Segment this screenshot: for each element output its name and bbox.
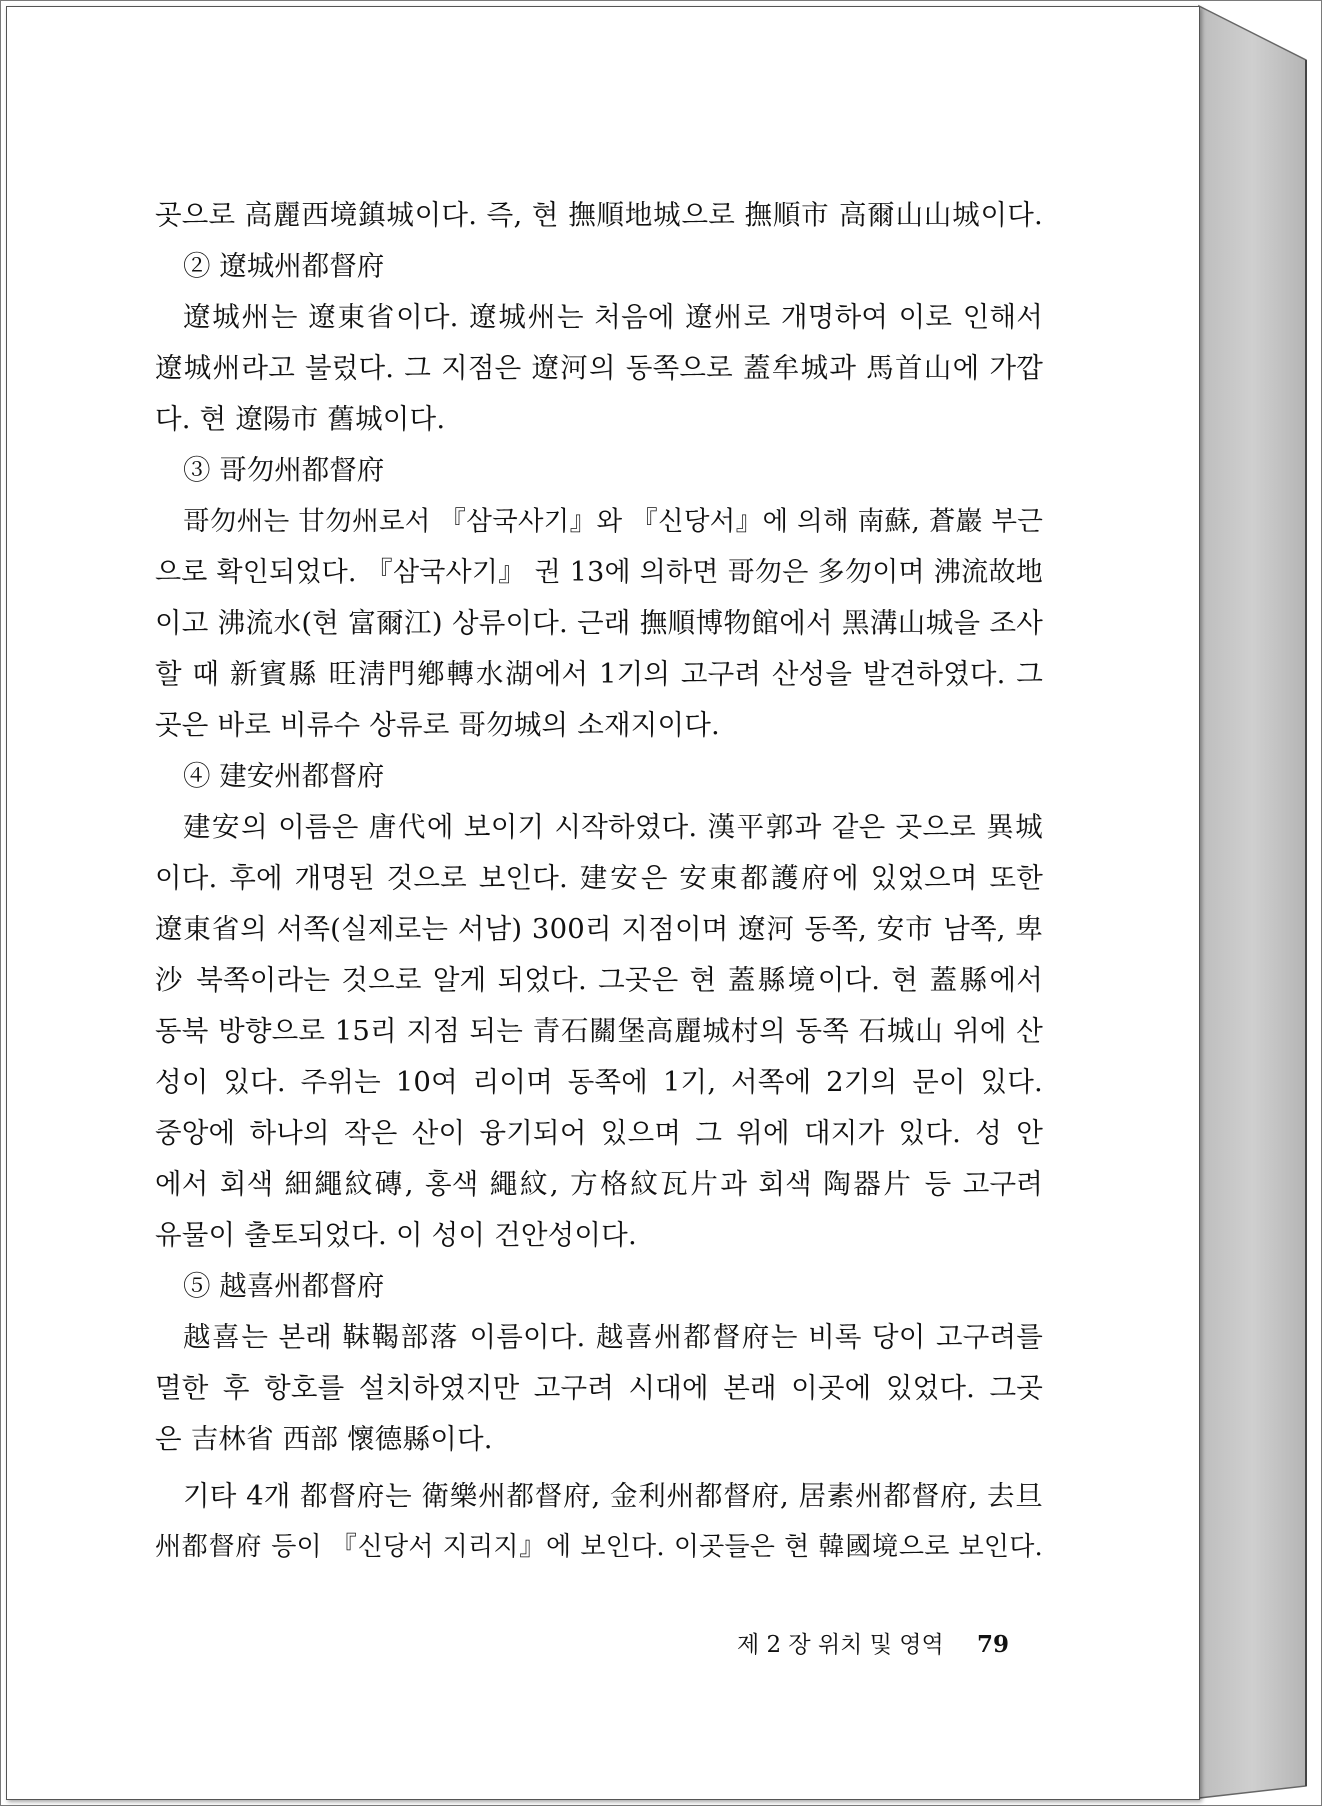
section-heading-4: ④ 建安州都督府 <box>183 760 385 792</box>
text-line: 遼城州는 遼東省이다. 遼城州는 처음에 遼州로 개명하여 이로 인해서 <box>183 301 1043 333</box>
text-line: 멸한 후 항호를 설치하였지만 고구려 시대에 본래 이곳에 있었다. 그곳 <box>155 1372 1043 1404</box>
text-line: 다. 현 遼陽市 舊城이다. <box>155 403 446 435</box>
section-heading-2: ② 遼城州都督府 <box>183 250 385 282</box>
text-line: 이다. 후에 개명된 것으로 보인다. 建安은 安東都護府에 있었으며 또한 <box>155 862 1043 894</box>
text-line: 동북 방향으로 15리 지점 되는 青石關堡高麗城村의 동쪽 石城山 위에 산 <box>155 1015 1043 1047</box>
text-line: 기타 4개 都督府는 衛樂州都督府, 金利州都督府, 居素州都督府, 去旦 <box>183 1480 1043 1512</box>
text-line: 遼城州라고 불렀다. 그 지점은 遼河의 동쪽으로 蓋牟城과 馬首山에 가깝 <box>155 352 1043 384</box>
text-line: 할 때 新賓縣 旺淸門鄕轉水湖에서 1기의 고구려 산성을 발견하였다. 그 <box>155 658 1043 690</box>
section-heading-5: ⑤ 越喜州都督府 <box>183 1270 385 1302</box>
text-line: 중앙에 하나의 작은 산이 융기되어 있으며 그 위에 대지가 있다. 성 안 <box>155 1117 1043 1149</box>
section-heading-3: ③ 哥勿州都督府 <box>183 454 385 486</box>
text-line: 이고 沸流水(현 富爾江) 상류이다. 근래 撫順博物館에서 黑溝山城을 조사 <box>155 607 1043 639</box>
chapter-title: 제 2 장 위치 및 영역 <box>736 1632 944 1658</box>
text-line: 성이 있다. 주위는 10여 리이며 동쪽에 1기, 서쪽에 2기의 문이 있다. <box>155 1066 1043 1098</box>
text-line: 沙 북쪽이라는 것으로 알게 되었다. 그곳은 현 蓋縣境이다. 현 蓋縣에서 <box>155 964 1043 996</box>
text-line: 에서 회색 細繩紋磚, 홍색 繩紋, 方格紋瓦片과 회색 陶器片 등 고구려 <box>155 1168 1043 1200</box>
text-line: 哥勿州는 甘勿州로서 『삼국사기』와 『신당서』에 의해 南蘇, 蒼巖 부근 <box>183 506 1043 537</box>
page-body <box>155 190 1043 1573</box>
text-line: 州都督府 등이 『신당서 지리지』에 보인다. 이곳들은 현 韓國境으로 보인다. <box>155 1532 1043 1562</box>
text-line: 곳으로 高麗西境鎮城이다. 즉, 현 撫順地城으로 撫順市 高爾山山城이다. <box>155 199 1043 231</box>
page-number: 79 <box>976 1631 1009 1658</box>
text-line: 곳은 바로 비류수 상류로 哥勿城의 소재지이다. <box>155 709 720 741</box>
text-line: 建安의 이름은 唐代에 보이기 시작하였다. 漢平郭과 같은 곳으로 異城 <box>183 811 1043 843</box>
text-line: 越喜는 본래 靺鞨部落 이름이다. 越喜州都督府는 비록 당이 고구려를 <box>183 1321 1043 1353</box>
text-line: 으로 확인되었다. 『삼국사기』 권 13에 의하면 哥勿은 多勿이며 沸流故地 <box>155 557 1043 588</box>
text-line: 은 吉林省 西部 懷德縣이다. <box>155 1423 493 1455</box>
running-footer <box>737 1626 1009 1659</box>
text-line: 유물이 출토되었다. 이 성이 건안성이다. <box>155 1219 637 1251</box>
text-line: 遼東省의 서쪽(실제로는 서남) 300리 지점이며 遼河 동쪽, 安市 남쪽, 卑 <box>155 913 1043 945</box>
